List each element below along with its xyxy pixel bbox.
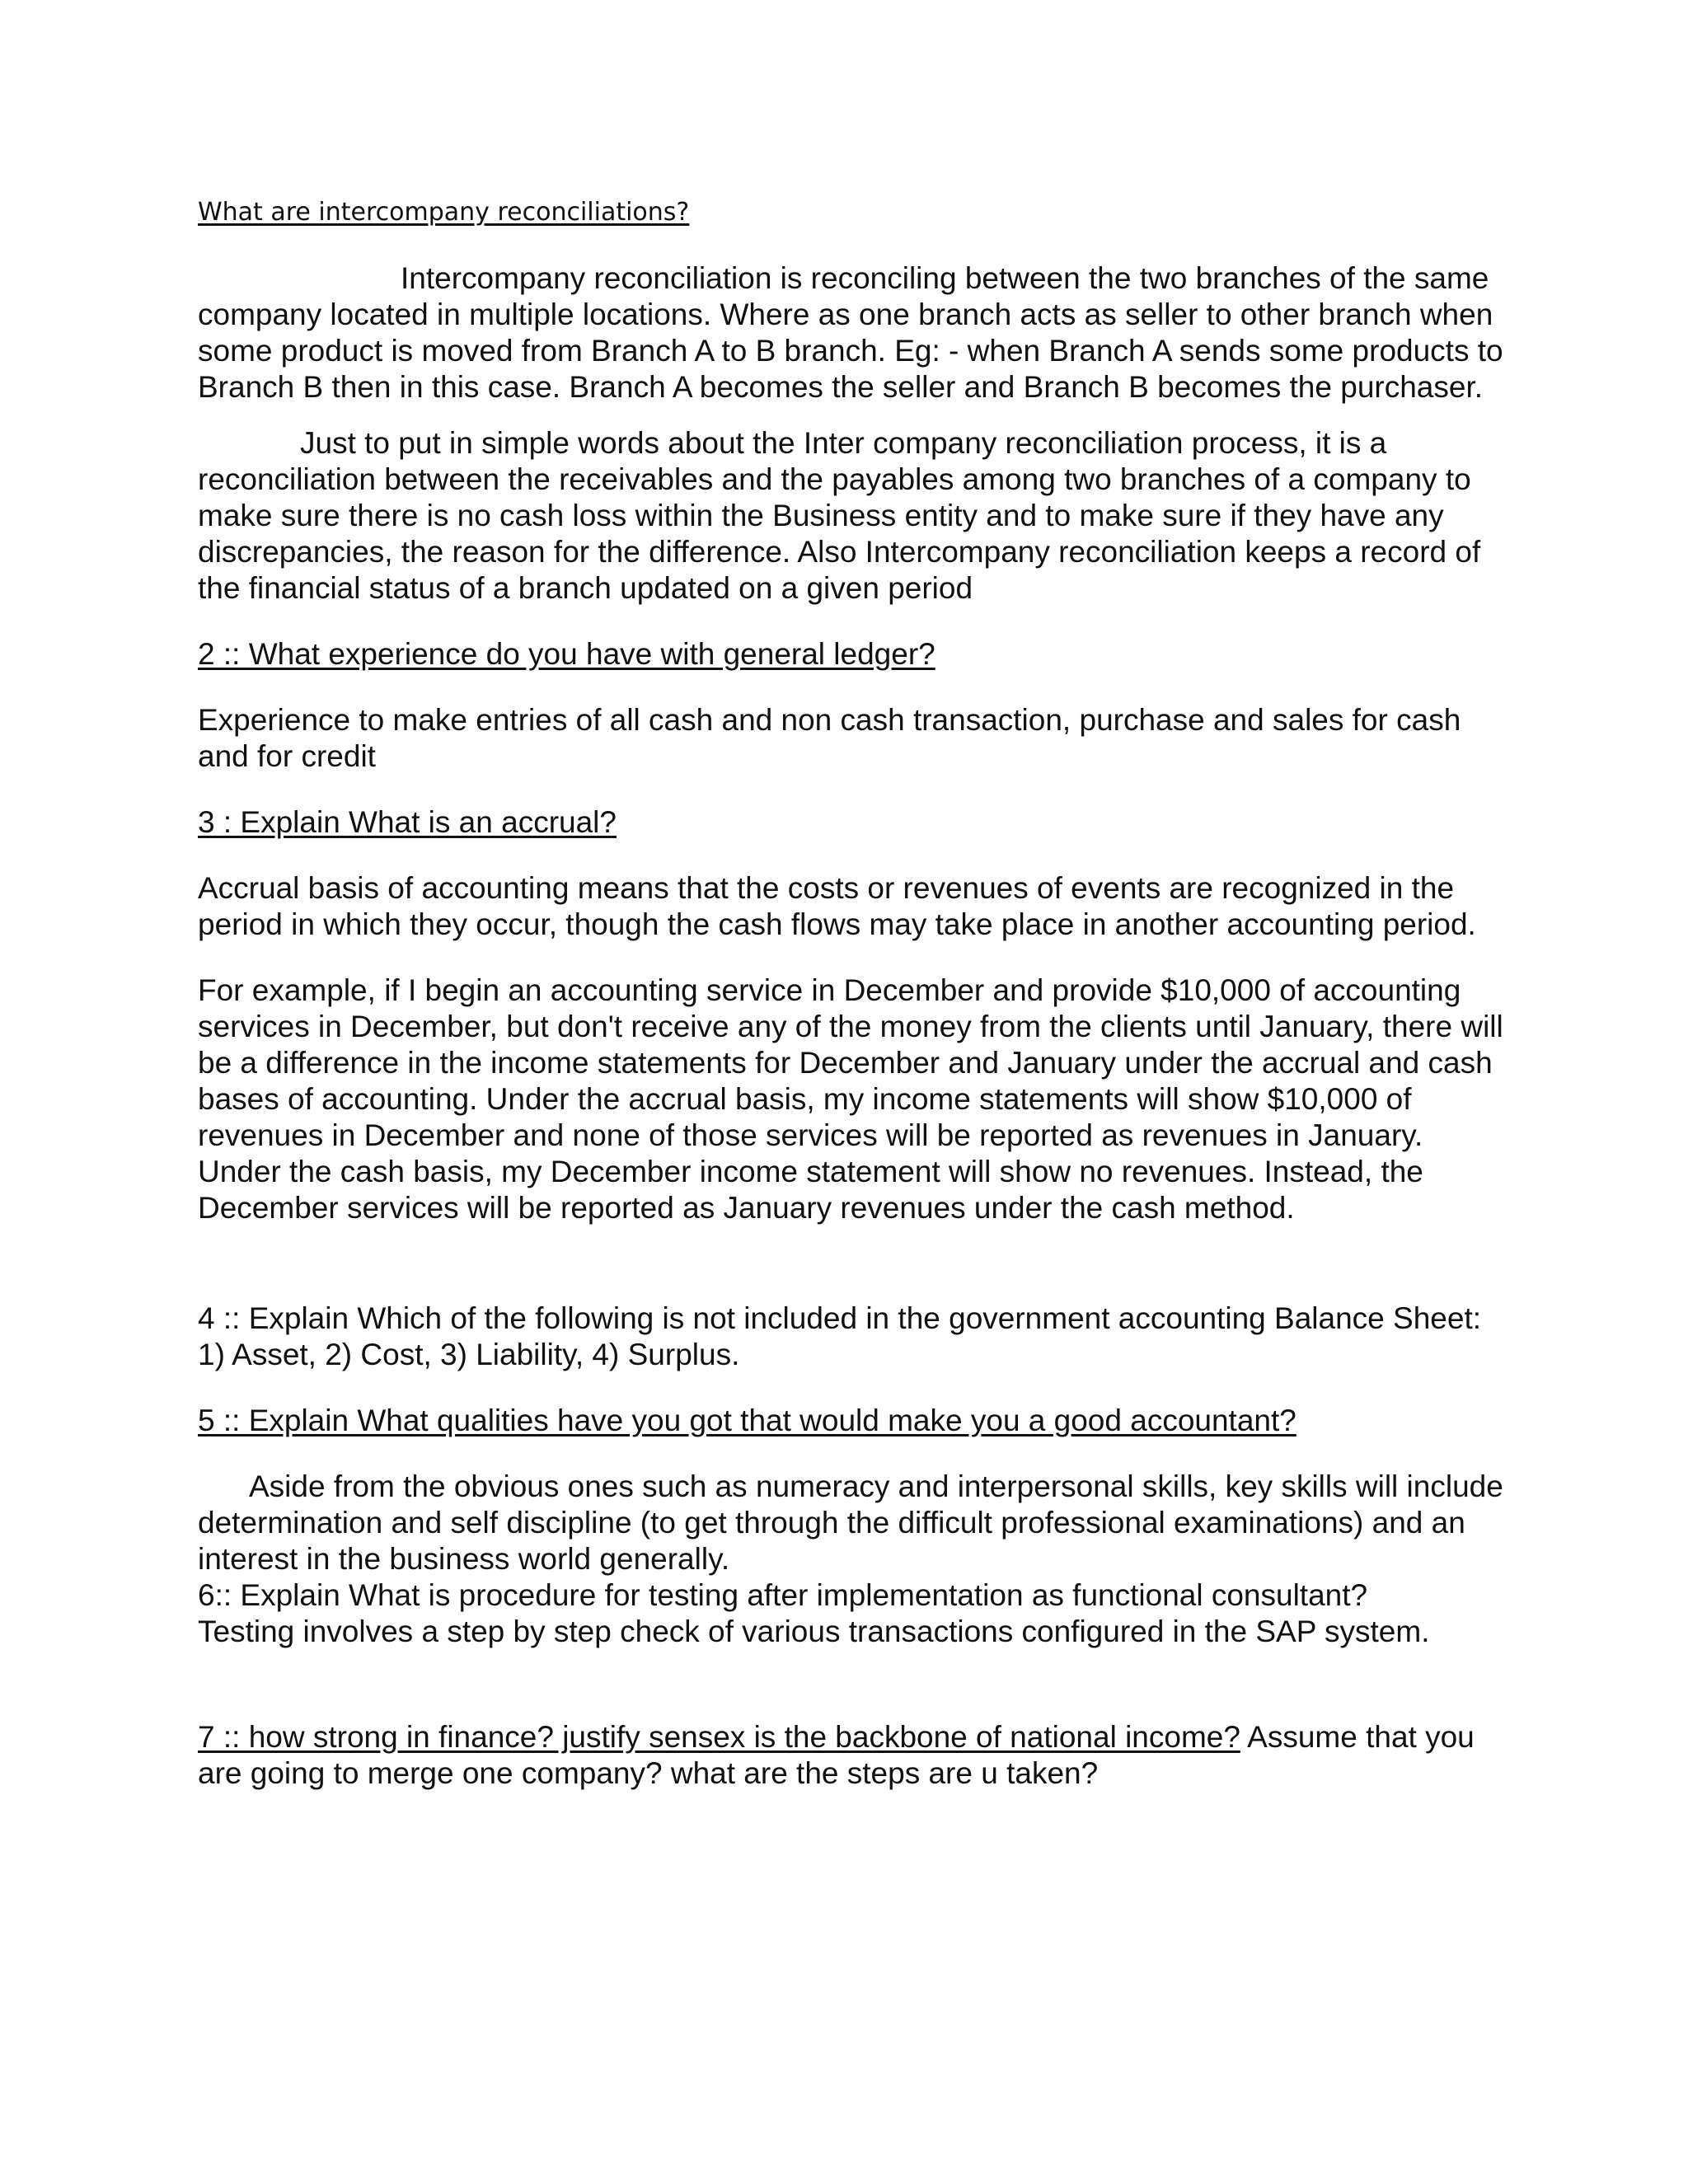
question-7-underlined: 7 :: how strong in finance? justify sensex is the backbone of national income? [198, 1720, 1240, 1754]
answer-6: Testing involves a step by step check of various transactions configured in the SAP system. [198, 1615, 1430, 1648]
question-2: 2 :: What experience do you have with general ledger? [198, 637, 935, 671]
document-title: What are intercompany reconciliations? [198, 198, 690, 227]
question-4: 4 :: Explain Which of the following is not included in the government accounting Balance Sheet: 1) Asset, 2) Cost, 3) Liability, 4) Surplus. [198, 1301, 1481, 1371]
question-7-continuation: Assume that you are going to merge one company? what are the steps are u taken? [198, 1720, 1475, 1790]
question-6: 6:: Explain What is procedure for testing after implementation as functional consultant? [198, 1578, 1368, 1612]
document-body [198, 196, 1504, 1792]
question-7 [198, 1719, 1504, 1792]
answer-1-paragraph-1: Intercompany reconciliation is reconciling between the two branches of the same company located in multiple locations. Where as one branch acts as seller to other branch when some product is moved from Branch A to B branch. Eg: - when Branch A sends some products to Branch B then in this case. Branch A becomes the seller and Branch B becomes the purchaser. [198, 261, 1503, 404]
question-3: 3 : Explain What is an accrual? [198, 805, 617, 839]
answer-3-paragraph-2: For example, if I begin an accounting service in December and provide $10,000 of accounting services in December, but don't receive any of the money from the clients until January, there will be a difference in the income statements for December and January under the accrual and cash bases of accounting. Under the accrual basis, my income statements will show $10,000 of revenues in December and none of those services will be reported as revenues in January. Under the cash basis, my December income statement will show no revenues. Instead, the December services will be reported as January revenues under the cash method. [198, 973, 1503, 1225]
answer-5: Aside from the obvious ones such as numeracy and interpersonal skills, key skills will include determination and self discipline (to get through the difficult professional examinations) and an interest in the business world generally. [198, 1469, 1503, 1576]
question-5: 5 :: Explain What qualities have you got that would make you a good accountant? [198, 1404, 1296, 1437]
answer-3-paragraph-1: Accrual basis of accounting means that the costs or revenues of events are recognized in the period in which they occur, though the cash flows may take place in another accounting period. [198, 871, 1476, 941]
answer-1-paragraph-2: Just to put in simple words about the Inter company reconciliation process, it is a reconciliation between the receivables and the payables among two branches of a company to make sure there is no cash loss within the Business entity and to make sure if they have any discrepancies, the reason for the difference. Also Intercompany reconciliation keeps a record of the financial status of a branch updated on a given period [198, 426, 1481, 605]
answer-2: Experience to make entries of all cash and non cash transaction, purchase and sales for cash and for credit [198, 703, 1461, 773]
